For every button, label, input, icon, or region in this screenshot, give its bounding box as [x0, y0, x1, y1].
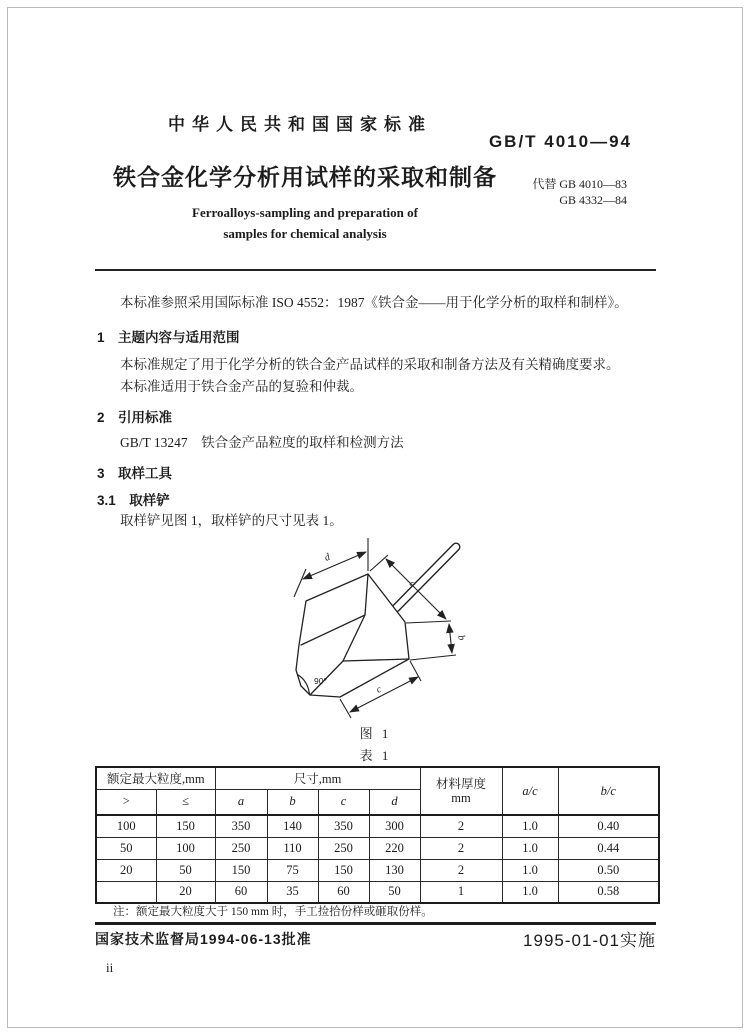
dimension-c-label: c	[374, 683, 384, 696]
column-header-c: c	[318, 789, 369, 815]
section-3-1-paragraph-1: 取样铲见图 1，取样铲的尺寸见表 1。	[120, 513, 343, 528]
page-title: 铁合金化学分析用试样的采取和制备	[113, 164, 497, 190]
figure-caption: 图 1	[359, 726, 392, 741]
column-header-less-equal: ≤	[156, 789, 215, 815]
column-header-a-over-c: a/c	[502, 767, 558, 815]
dimension-b-label: b	[455, 633, 468, 642]
table-row: 100 150 350 140 350 300 2 1.0 0.40	[96, 815, 659, 837]
dimension-a-label: a	[406, 578, 419, 590]
section-2-heading: 2 引用标准	[97, 410, 173, 425]
english-title-line-2: samples for chemical analysis	[223, 226, 387, 241]
column-header-b-over-c: b/c	[558, 767, 659, 815]
table-row: 20 60 35 60 50 1 1.0 0.58	[96, 881, 659, 903]
scoop-body	[296, 574, 409, 697]
section-1-heading: 1 主题内容与适用范围	[97, 330, 240, 345]
section-3-1-heading: 3.1 取样铲	[97, 493, 170, 508]
angle-label: 90°	[314, 676, 327, 686]
header-divider	[95, 269, 656, 271]
page-number: ii	[106, 960, 114, 975]
section-2-paragraph-1: GB/T 13247 铁合金产品粒度的取样和检测方法	[120, 435, 404, 450]
table-note: 注：额定最大粒度大于 150 mm 时，手工捡拾份样或砸取份样。	[113, 906, 433, 918]
sampling-scoop-figure	[270, 524, 534, 722]
table-row: 50 100 250 110 250 220 2 1.0 0.44	[96, 837, 659, 859]
replaces-line-1: 代替 GB 4010—83	[532, 177, 627, 191]
section-1-paragraph-2: 本标准适用于铁合金产品的复验和仲裁。	[120, 379, 363, 394]
column-header-d: d	[369, 789, 420, 815]
intro-paragraph: 本标准参照采用国际标准 ISO 4552：1987《铁合金——用于化学分析的取样和制样》。	[120, 295, 628, 310]
standard-code: GB/T 4010—94	[488, 132, 632, 151]
column-header-b: b	[267, 789, 318, 815]
table-row: 20 50 150 75 150 130 2 1.0 0.50	[96, 859, 659, 881]
section-1-paragraph-1: 本标准规定了用于化学分析的铁合金产品试样的采取和制备方法及有关精确度要求。	[120, 357, 620, 372]
approval-statement: 国家技术监督局1994-06-13批准	[95, 931, 312, 947]
column-header-greater-than: >	[96, 789, 156, 815]
column-header-material-thickness: 材料厚度 mm	[420, 767, 502, 815]
implementation-date: 1995-01-01实施	[523, 931, 656, 950]
table-caption: 表 1	[359, 748, 392, 763]
section-3-heading: 3 取样工具	[97, 466, 173, 481]
replaces-line-2: GB 4332—84	[559, 193, 627, 207]
dimension-b	[406, 621, 456, 660]
column-group-max-particle-size: 额定最大粒度,mm	[96, 767, 215, 789]
column-group-dimensions: 尺寸,mm	[215, 767, 420, 789]
standard-label: 中华人民共和国国家标准	[168, 115, 432, 134]
scoop-dimensions-table	[95, 766, 660, 904]
dimension-d-label: d	[323, 551, 332, 564]
english-title	[95, 202, 515, 244]
english-title-line-1: Ferroalloys-sampling and preparation of	[192, 205, 418, 220]
column-header-a: a	[215, 789, 267, 815]
footer-divider	[95, 922, 656, 925]
